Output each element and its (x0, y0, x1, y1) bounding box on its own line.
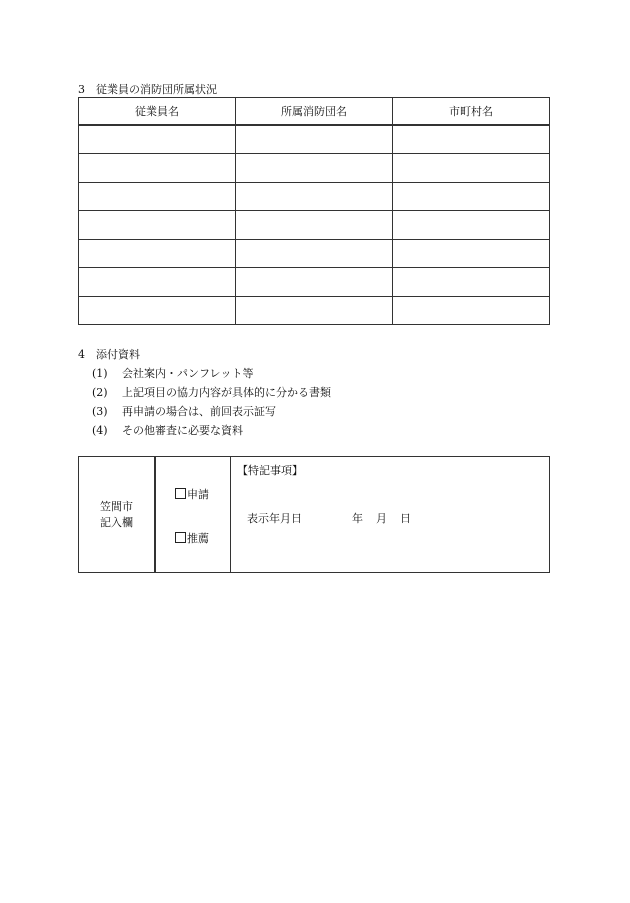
city-entry-box (78, 456, 550, 573)
table-row (79, 211, 550, 239)
city-entry-label (100, 499, 133, 531)
special-notes-cell[interactable] (231, 457, 549, 572)
list-item (92, 364, 331, 383)
table-row (79, 154, 550, 182)
section4-number: 4 (78, 348, 85, 361)
list-item-text: 上記項目の協力内容が具体的に分かる書類 (122, 386, 331, 399)
list-item (92, 383, 331, 402)
apply-checkbox[interactable] (175, 486, 209, 502)
list-item-index: (2) (92, 386, 108, 399)
cell-employee-name[interactable] (79, 125, 236, 154)
cell-municipality[interactable] (393, 154, 550, 182)
section4-title: 添付資料 (96, 348, 140, 361)
cell-municipality[interactable] (393, 125, 550, 154)
section3-heading (78, 81, 217, 97)
cell-fire-brigade[interactable] (236, 182, 393, 210)
column-employee-name: 従業員名 (79, 98, 236, 126)
cell-fire-brigade[interactable] (236, 125, 393, 154)
cell-municipality[interactable] (393, 268, 550, 296)
day-label: 日 (400, 512, 411, 525)
list-item-text: 再申請の場合は、前回表示証写 (122, 405, 276, 418)
recommend-checkbox-label: 推薦 (187, 532, 209, 545)
cell-employee-name[interactable] (79, 268, 236, 296)
cell-fire-brigade[interactable] (236, 154, 393, 182)
list-item-index: (1) (92, 367, 108, 380)
table-row (79, 125, 550, 154)
city-entry-label-line1: 笠間市 (100, 499, 133, 513)
list-item (92, 421, 331, 440)
cell-municipality[interactable] (393, 211, 550, 239)
cell-fire-brigade[interactable] (236, 211, 393, 239)
column-fire-brigade: 所属消防団名 (236, 98, 393, 126)
attachment-list (92, 364, 331, 440)
cell-employee-name[interactable] (79, 211, 236, 239)
fire-brigade-table (78, 97, 550, 325)
table-row (79, 296, 550, 324)
special-notes-title: 【特記事項】 (237, 464, 303, 477)
cell-employee-name[interactable] (79, 296, 236, 324)
cell-employee-name[interactable] (79, 182, 236, 210)
apply-checkbox-label: 申請 (187, 488, 209, 501)
cell-municipality[interactable] (393, 182, 550, 210)
list-item-text: 会社案内・パンフレット等 (122, 367, 254, 380)
table-row (79, 239, 550, 267)
checkbox-square-icon[interactable] (175, 488, 186, 499)
section3-title: 従業員の消防団所属状況 (96, 83, 217, 96)
list-item-index: (3) (92, 405, 108, 418)
table-header-row (79, 98, 550, 126)
table-row (79, 182, 550, 210)
section4-heading (78, 346, 140, 362)
application-type-cell (156, 457, 231, 572)
list-item-text: その他審査に必要な資料 (122, 424, 243, 437)
cell-fire-brigade[interactable] (236, 296, 393, 324)
recommend-checkbox[interactable] (175, 530, 209, 546)
year-label: 年 (352, 512, 363, 525)
cell-municipality[interactable] (393, 239, 550, 267)
list-item-index: (4) (92, 424, 108, 437)
cell-fire-brigade[interactable] (236, 239, 393, 267)
column-municipality: 市町村名 (393, 98, 550, 126)
cell-fire-brigade[interactable] (236, 268, 393, 296)
section3-number: 3 (78, 83, 85, 96)
display-date-label: 表示年月日 (247, 512, 302, 525)
cell-employee-name[interactable] (79, 154, 236, 182)
list-item (92, 402, 331, 421)
checkbox-square-icon[interactable] (175, 532, 186, 543)
city-entry-label-cell (79, 457, 156, 572)
table-row (79, 268, 550, 296)
month-label: 月 (376, 512, 387, 525)
city-entry-label-line2: 記入欄 (100, 515, 133, 529)
cell-municipality[interactable] (393, 296, 550, 324)
cell-employee-name[interactable] (79, 239, 236, 267)
